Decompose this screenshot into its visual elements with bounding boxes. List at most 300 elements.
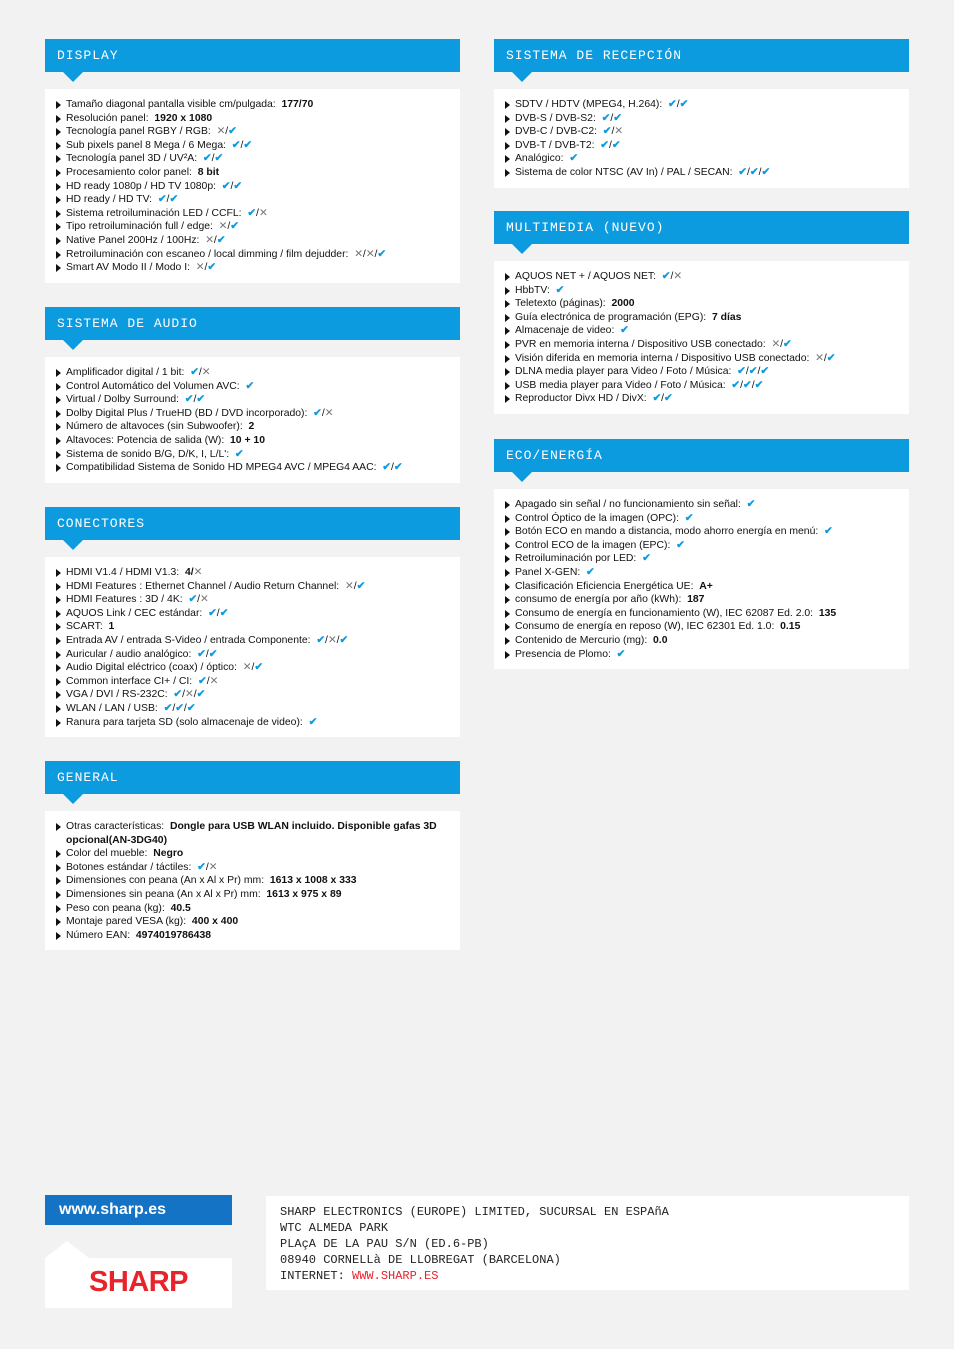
- mark-separator: /: [823, 352, 827, 364]
- spec-item: [55, 580, 450, 594]
- spec-item: [55, 874, 450, 888]
- cross-icon: ✕: [218, 221, 228, 233]
- mark-separator: /: [227, 221, 231, 233]
- cross-icon: ✕: [324, 407, 334, 419]
- mark-separator: /: [205, 648, 209, 660]
- spec-item: [55, 125, 450, 139]
- check-icon: ✔: [216, 234, 226, 246]
- spec-label: consumo de energía por año (kWh):: [515, 594, 682, 606]
- check-icon: ✔: [208, 648, 218, 660]
- spec-item: [55, 566, 450, 580]
- spec-label: Retroiluminación por LED:: [515, 553, 637, 565]
- spec-label: Reproductor Divx HD / DivX:: [515, 393, 647, 405]
- cross-icon: ✕: [200, 594, 209, 606]
- spec-label: Peso con peana (kg):: [66, 902, 165, 914]
- spec-item: [55, 434, 450, 448]
- check-icon: ✔: [231, 139, 241, 151]
- spec-label: Visión diferida en memoria interna / Dispositivo USB conectado:: [515, 352, 810, 364]
- mark-separator: /: [661, 393, 665, 405]
- mark-separator: /: [166, 194, 170, 206]
- spec-item: [504, 284, 899, 298]
- check-icon: ✔: [824, 526, 833, 538]
- spec-item: [504, 580, 899, 594]
- check-icon: ✔: [308, 716, 318, 728]
- spec-item: [55, 207, 450, 221]
- logo-tab: [45, 1241, 89, 1258]
- spec-label: Montaje pared VESA (kg):: [66, 916, 187, 928]
- spec-value: A+: [699, 580, 713, 592]
- spec-item: [55, 902, 450, 916]
- spec-label: Color del mueble:: [66, 848, 148, 860]
- check-icon: ✔: [186, 702, 196, 714]
- spec-label: Teletexto (páginas):: [515, 298, 606, 310]
- check-icon: ✔: [743, 379, 752, 391]
- spec-value: 1920 x 1080: [154, 112, 213, 124]
- spec-value: 0.0: [653, 634, 668, 646]
- spec-label: Consumo de energía en funcionamiento (W), IEC 62087 Ed. 2.0:: [515, 607, 814, 619]
- section-eco: [494, 439, 909, 669]
- spec-label: AQUOS Link / CEC estándar:: [66, 607, 203, 619]
- section-title: SISTEMA DE AUDIO: [45, 307, 460, 340]
- spec-item: [55, 675, 450, 689]
- spec-label: DLNA media player para Video / Foto / Música:: [515, 366, 732, 378]
- check-icon: ✔: [586, 566, 595, 578]
- mark-separator: /: [204, 262, 208, 274]
- mark-separator: /: [172, 702, 176, 714]
- spec-label: HDMI Features : Ethernet Channel / Audio Return Channel:: [66, 580, 340, 592]
- check-icon: ✔: [157, 194, 167, 206]
- check-icon: ✔: [247, 207, 257, 219]
- cross-icon: ✕: [614, 126, 624, 138]
- cross-icon: ✕: [258, 207, 268, 219]
- check-icon: ✔: [642, 553, 651, 565]
- spec-item: [504, 379, 899, 393]
- spec-item: [504, 125, 899, 139]
- check-icon: ✔: [676, 539, 685, 551]
- spec-label: Almacenaje de video:: [515, 325, 615, 337]
- spec-item: [504, 607, 899, 621]
- check-icon: ✔: [214, 153, 224, 165]
- spec-item: [504, 634, 899, 648]
- spec-label: Audio Digital eléctrico (coax) / óptico:: [66, 662, 237, 674]
- check-icon: ✔: [316, 634, 326, 646]
- check-icon: ✔: [243, 139, 253, 151]
- section-title: MULTIMEDIA (NUEVO): [494, 211, 909, 244]
- mark-separator: /: [213, 234, 217, 246]
- spec-value: 187: [687, 594, 705, 606]
- spec-value: 10 + 10: [230, 434, 265, 446]
- check-icon: ✔: [620, 325, 629, 337]
- spec-item: [55, 366, 450, 380]
- spec-item: [55, 888, 450, 902]
- mark-separator: /: [391, 462, 394, 474]
- mark-separator: /: [362, 248, 366, 260]
- spec-label: Amplificador digital / 1 bit:: [66, 367, 185, 378]
- mark-separator: /: [216, 607, 220, 619]
- spec-item: [55, 593, 450, 607]
- check-icon: ✔: [616, 648, 626, 660]
- check-icon: ✔: [602, 126, 612, 138]
- spec-item: [55, 634, 450, 648]
- spec-value: 1613 x 1008 x 333: [269, 875, 357, 887]
- check-icon: ✔: [202, 153, 212, 165]
- spec-label: HD ready / HD TV:: [66, 194, 153, 206]
- spec-value: 4/: [184, 567, 194, 578]
- address-line: WTC ALMEDA PARK: [280, 1221, 389, 1235]
- check-icon: ✔: [679, 99, 689, 110]
- check-icon: ✔: [173, 689, 183, 701]
- spec-item: [55, 152, 450, 166]
- spec-label: Contenido de Mercurio (mg):: [515, 634, 648, 646]
- spec-item: [55, 702, 450, 716]
- spec-item: [55, 620, 450, 634]
- spec-item: [55, 112, 450, 126]
- sharp-logo: SHARP: [88, 1266, 188, 1298]
- spec-item: [504, 270, 899, 284]
- spec-label: Dolby Digital Plus / TrueHD (BD / DVD incorporado):: [66, 407, 308, 419]
- section-general: [45, 761, 460, 950]
- cross-icon: ✕: [815, 352, 824, 364]
- mark-separator: /: [747, 166, 750, 178]
- check-icon: ✔: [737, 366, 746, 378]
- check-icon: ✔: [754, 379, 764, 391]
- spec-label: Clasificación Eficiencia Energética UE:: [515, 580, 694, 592]
- spec-label: Control Automático del Volumen AVC:: [66, 380, 240, 392]
- spec-item: [504, 593, 899, 607]
- spec-item: [55, 193, 450, 207]
- mark-separator: /: [670, 271, 674, 282]
- spec-item: [55, 847, 450, 861]
- address-line: 08940 CORNELLà DE LLOBREGAT (BARCELONA): [280, 1253, 561, 1267]
- mark-separator: /: [182, 689, 186, 701]
- section-display: [45, 39, 460, 283]
- check-icon: ✔: [748, 366, 758, 378]
- address-line: PLAçA DE LA PAU S/N (ED.6-PB): [280, 1237, 489, 1251]
- mark-separator: /: [197, 594, 201, 606]
- mark-separator: /: [206, 675, 210, 687]
- mark-separator: /: [198, 367, 202, 378]
- check-icon: ✔: [661, 271, 671, 282]
- check-icon: ✔: [208, 607, 217, 619]
- check-icon: ✔: [569, 153, 579, 165]
- spec-item: [55, 820, 450, 847]
- spec-value: Negro: [153, 848, 184, 860]
- spec-label: Panel X-GEN:: [515, 566, 581, 578]
- spec-label: Botones estándar / táctiles:: [66, 861, 192, 873]
- mark-separator: /: [353, 580, 357, 592]
- section-audio: [45, 307, 460, 483]
- check-icon: ✔: [219, 607, 229, 619]
- spec-label: Sistema retroiluminación LED / CCFL:: [66, 207, 242, 219]
- spec-label: WLAN / LAN / USB:: [66, 702, 158, 714]
- check-icon: ✔: [245, 380, 255, 392]
- spec-label: Dimensiones con peana (An x Al x Pr) mm:: [66, 875, 265, 887]
- spec-label: Número de altavoces (sin Subwoofer):: [66, 421, 243, 433]
- spec-item: [504, 152, 899, 166]
- check-icon: ✔: [169, 194, 179, 206]
- check-icon: ✔: [254, 662, 264, 674]
- spec-label: DVB-C / DVB-C2:: [515, 126, 597, 138]
- spec-label: AQUOS NET + / AQUOS NET:: [515, 271, 656, 282]
- spec-item: [55, 234, 450, 248]
- check-icon: ✔: [393, 462, 403, 474]
- spec-item: [55, 98, 450, 112]
- mark-separator: /: [611, 126, 615, 138]
- check-icon: ✔: [652, 393, 662, 405]
- mark-separator: /: [336, 634, 340, 646]
- mark-separator: /: [256, 207, 259, 219]
- spec-item: [504, 498, 899, 512]
- check-icon: ✔: [668, 99, 677, 110]
- spec-item: [55, 716, 450, 730]
- spec-item: [55, 139, 450, 153]
- spec-list: [45, 89, 460, 283]
- mark-separator: /: [758, 166, 762, 178]
- spec-value: 8 bit: [197, 166, 220, 178]
- spec-item: [55, 461, 450, 475]
- check-icon: ✔: [761, 166, 771, 178]
- spec-label: Analógico:: [515, 153, 564, 165]
- spec-label: Sistema de color NTSC (AV In) / PAL / SECAN:: [515, 166, 733, 178]
- spec-item: [55, 915, 450, 929]
- spec-label: Tipo retroiluminación full / edge:: [66, 221, 213, 233]
- spec-label: Procesamiento color panel:: [66, 166, 192, 178]
- spec-item: [504, 311, 899, 325]
- mark-separator: /: [183, 702, 187, 714]
- spec-item: [504, 139, 899, 153]
- spec-item: [504, 512, 899, 526]
- section-connectors: [45, 507, 460, 737]
- spec-label: Resolución panel:: [66, 112, 149, 124]
- spec-label: DVB-T / DVB-T2:: [515, 139, 595, 151]
- check-icon: ✔: [175, 702, 184, 714]
- check-icon: ✔: [207, 262, 217, 274]
- spec-item: [504, 620, 899, 634]
- spec-item: [55, 607, 450, 621]
- spec-label: Otras características:: [66, 821, 165, 832]
- spec-label: Botón ECO en mando a distancia, modo ahorro energía en menú:: [515, 526, 819, 538]
- spec-item: [55, 648, 450, 662]
- internet-label: INTERNET:: [280, 1269, 345, 1283]
- spec-label: Altavoces: Potencia de salida (W):: [66, 434, 225, 446]
- spec-label: Auricular / audio analógico:: [66, 648, 192, 660]
- check-icon: ✔: [196, 394, 206, 406]
- spec-item: [504, 552, 899, 566]
- mark-separator: /: [745, 366, 749, 378]
- spec-label: Sistema de sonido B/G, D/K, I, L/L':: [66, 448, 230, 460]
- company-address: [266, 1196, 909, 1290]
- check-icon: ✔: [356, 580, 366, 592]
- mark-separator: /: [240, 139, 244, 151]
- spec-value: 40.5: [170, 902, 191, 914]
- check-icon: ✔: [184, 394, 194, 406]
- spec-label: Compatibilidad Sistema de Sonido HD MPEG4 AVC / MPEG4 AAC:: [66, 462, 377, 474]
- check-icon: ✔: [738, 166, 747, 178]
- spec-item: [55, 448, 450, 462]
- spec-item: [55, 688, 450, 702]
- spec-label: Ranura para tarjeta SD (solo almacenaje de video):: [66, 716, 303, 728]
- spec-label: USB media player para Video / Foto / Música:: [515, 379, 726, 391]
- mark-separator: /: [610, 112, 614, 124]
- spec-label: Guía electrónica de programación (EPG):: [515, 311, 707, 323]
- spec-value: 2000: [611, 298, 635, 310]
- check-icon: ✔: [749, 166, 759, 178]
- spec-value: 4974019786438: [135, 929, 212, 941]
- spec-label: SDTV / HDTV (MPEG4, H.264):: [515, 99, 663, 110]
- spec-value: 0.15: [780, 621, 801, 633]
- mark-separator: /: [225, 126, 229, 138]
- spec-label: Consumo de energía en reposo (W), IEC 62301 Ed. 1.0:: [515, 621, 775, 633]
- cross-icon: ✕: [327, 634, 337, 646]
- website-link[interactable]: www.sharp.es: [45, 1195, 232, 1225]
- spec-label: Sub pixels panel 8 Mega / 6 Mega:: [66, 139, 226, 151]
- check-icon: ✔: [163, 702, 173, 714]
- spec-item: [504, 324, 899, 338]
- spec-label: Native Panel 200Hz / 100Hz:: [66, 234, 200, 246]
- spec-label: Tecnología panel 3D / UV²A:: [66, 153, 198, 165]
- spec-item: [504, 338, 899, 352]
- check-icon: ✔: [234, 448, 244, 460]
- spec-item: [55, 929, 450, 943]
- mark-separator: /: [608, 139, 612, 151]
- spec-label: HD ready 1080p / HD TV 1080p:: [66, 180, 216, 192]
- spec-item: [55, 661, 450, 675]
- spec-label: Entrada AV / entrada S-Video / entrada Componente:: [66, 634, 311, 646]
- check-icon: ✔: [600, 139, 609, 151]
- spec-item: [55, 248, 450, 262]
- cross-icon: ✕: [205, 234, 214, 246]
- mark-separator: /: [676, 99, 680, 110]
- spec-label: Common interface CI+ / CI:: [66, 675, 193, 687]
- mark-separator: /: [325, 634, 328, 646]
- spec-item: [504, 539, 899, 553]
- check-icon: ✔: [613, 112, 622, 124]
- check-icon: ✔: [233, 180, 243, 192]
- spec-item: [55, 261, 450, 275]
- spec-label: Apagado sin señal / no funcionamiento sin señal:: [515, 499, 741, 510]
- spec-label: PVR en memoria interna / Dispositivo USB conectado:: [515, 338, 766, 350]
- spec-list: [45, 811, 460, 950]
- check-icon: ✔: [601, 112, 611, 124]
- address-line: SHARP ELECTRONICS (EUROPE) LIMITED, SUCURSAL EN ESPAñA: [280, 1205, 669, 1219]
- mark-separator: /: [193, 689, 197, 701]
- spec-label: Presencia de Plomo:: [515, 648, 611, 660]
- spec-label: HbbTV:: [515, 284, 550, 296]
- cross-icon: ✕: [354, 248, 363, 260]
- cross-icon: ✕: [195, 262, 205, 274]
- spec-item: [504, 392, 899, 406]
- cross-icon: ✕: [185, 689, 194, 701]
- check-icon: ✔: [197, 648, 206, 660]
- section-title: CONECTORES: [45, 507, 460, 540]
- check-icon: ✔: [664, 393, 673, 405]
- spec-label: Control ECO de la imagen (EPC):: [515, 539, 671, 551]
- check-icon: ✔: [731, 379, 741, 391]
- spec-label: SCART:: [66, 621, 103, 633]
- cross-icon: ✕: [208, 861, 218, 873]
- spec-item: [504, 166, 899, 180]
- cross-icon: ✕: [771, 338, 781, 350]
- spec-item: [504, 566, 899, 580]
- check-icon: ✔: [313, 407, 322, 419]
- check-icon: ✔: [339, 634, 349, 646]
- spec-list: [494, 261, 909, 414]
- mark-separator: /: [251, 662, 255, 674]
- check-icon: ✔: [188, 594, 198, 606]
- cross-icon: ✕: [201, 367, 211, 378]
- mark-separator: /: [211, 153, 215, 165]
- check-icon: ✔: [197, 675, 207, 687]
- check-icon: ✔: [221, 180, 231, 192]
- check-icon: ✔: [746, 499, 756, 510]
- internet-line: [280, 1268, 895, 1284]
- check-icon: ✔: [197, 861, 206, 873]
- section-multimedia: [494, 211, 909, 414]
- spec-item: [504, 297, 899, 311]
- spec-label: Dimensiones sin peana (An x Al x Pr) mm:: [66, 888, 261, 900]
- spec-value: 400 x 400: [191, 916, 239, 928]
- spec-label: Número EAN:: [66, 929, 131, 941]
- spec-item: [55, 166, 450, 180]
- spec-label: Tecnología panel RGBY / RGB:: [66, 126, 211, 138]
- mark-separator: /: [193, 394, 197, 406]
- mark-separator: /: [374, 248, 378, 260]
- check-icon: ✔: [826, 352, 836, 364]
- cross-icon: ✕: [365, 248, 375, 260]
- spec-label: HDMI Features : 3D / 4K:: [66, 594, 183, 606]
- section-title: GENERAL: [45, 761, 460, 794]
- cross-icon: ✕: [344, 580, 354, 592]
- cross-icon: ✕: [242, 662, 252, 674]
- mark-separator: /: [740, 379, 743, 391]
- spec-label: Control Óptico de la imagen (OPC):: [515, 512, 680, 524]
- check-icon: ✔: [684, 512, 694, 524]
- spec-label: DVB-S / DVB-S2:: [515, 112, 596, 124]
- section-title: ECO/ENERGÍA: [494, 439, 909, 472]
- spec-value: 1613 x 975 x 89: [266, 888, 342, 900]
- spec-item: [55, 420, 450, 434]
- spec-value: 1: [108, 621, 115, 633]
- check-icon: ✔: [196, 689, 206, 701]
- cross-icon: ✕: [673, 271, 683, 282]
- spec-label: HDMI V1.4 / HDMI V1.3:: [66, 567, 180, 578]
- section-reception: [494, 39, 909, 188]
- section-title: SISTEMA DE RECEPCIÓN: [494, 39, 909, 72]
- spec-list: [45, 357, 460, 483]
- check-icon: ✔: [555, 284, 565, 296]
- spec-item: [55, 220, 450, 234]
- spec-value: Dongle para USB WLAN incluido. Disponible gafas 3D opcional(AN-3DG40): [66, 821, 437, 846]
- mark-separator: /: [205, 861, 209, 873]
- spec-item: [55, 407, 450, 421]
- spec-value: 2: [248, 421, 255, 433]
- internet-url-link[interactable]: WWW.SHARP.ES: [352, 1269, 439, 1283]
- spec-label: Retroiluminación con escaneo / local dimming / film dejudder:: [66, 248, 349, 260]
- cross-icon: ✕: [209, 675, 219, 687]
- mark-separator: /: [751, 379, 755, 391]
- check-icon: ✔: [783, 338, 792, 350]
- spec-item: [55, 380, 450, 394]
- check-icon: ✔: [760, 366, 770, 378]
- mark-separator: /: [321, 407, 325, 419]
- spec-list: [494, 489, 909, 669]
- spec-item: [504, 365, 899, 379]
- cross-icon: ✕: [193, 567, 203, 578]
- spec-item: [504, 352, 899, 366]
- check-icon: ✔: [382, 462, 392, 474]
- spec-item: [55, 861, 450, 875]
- spec-item: [55, 393, 450, 407]
